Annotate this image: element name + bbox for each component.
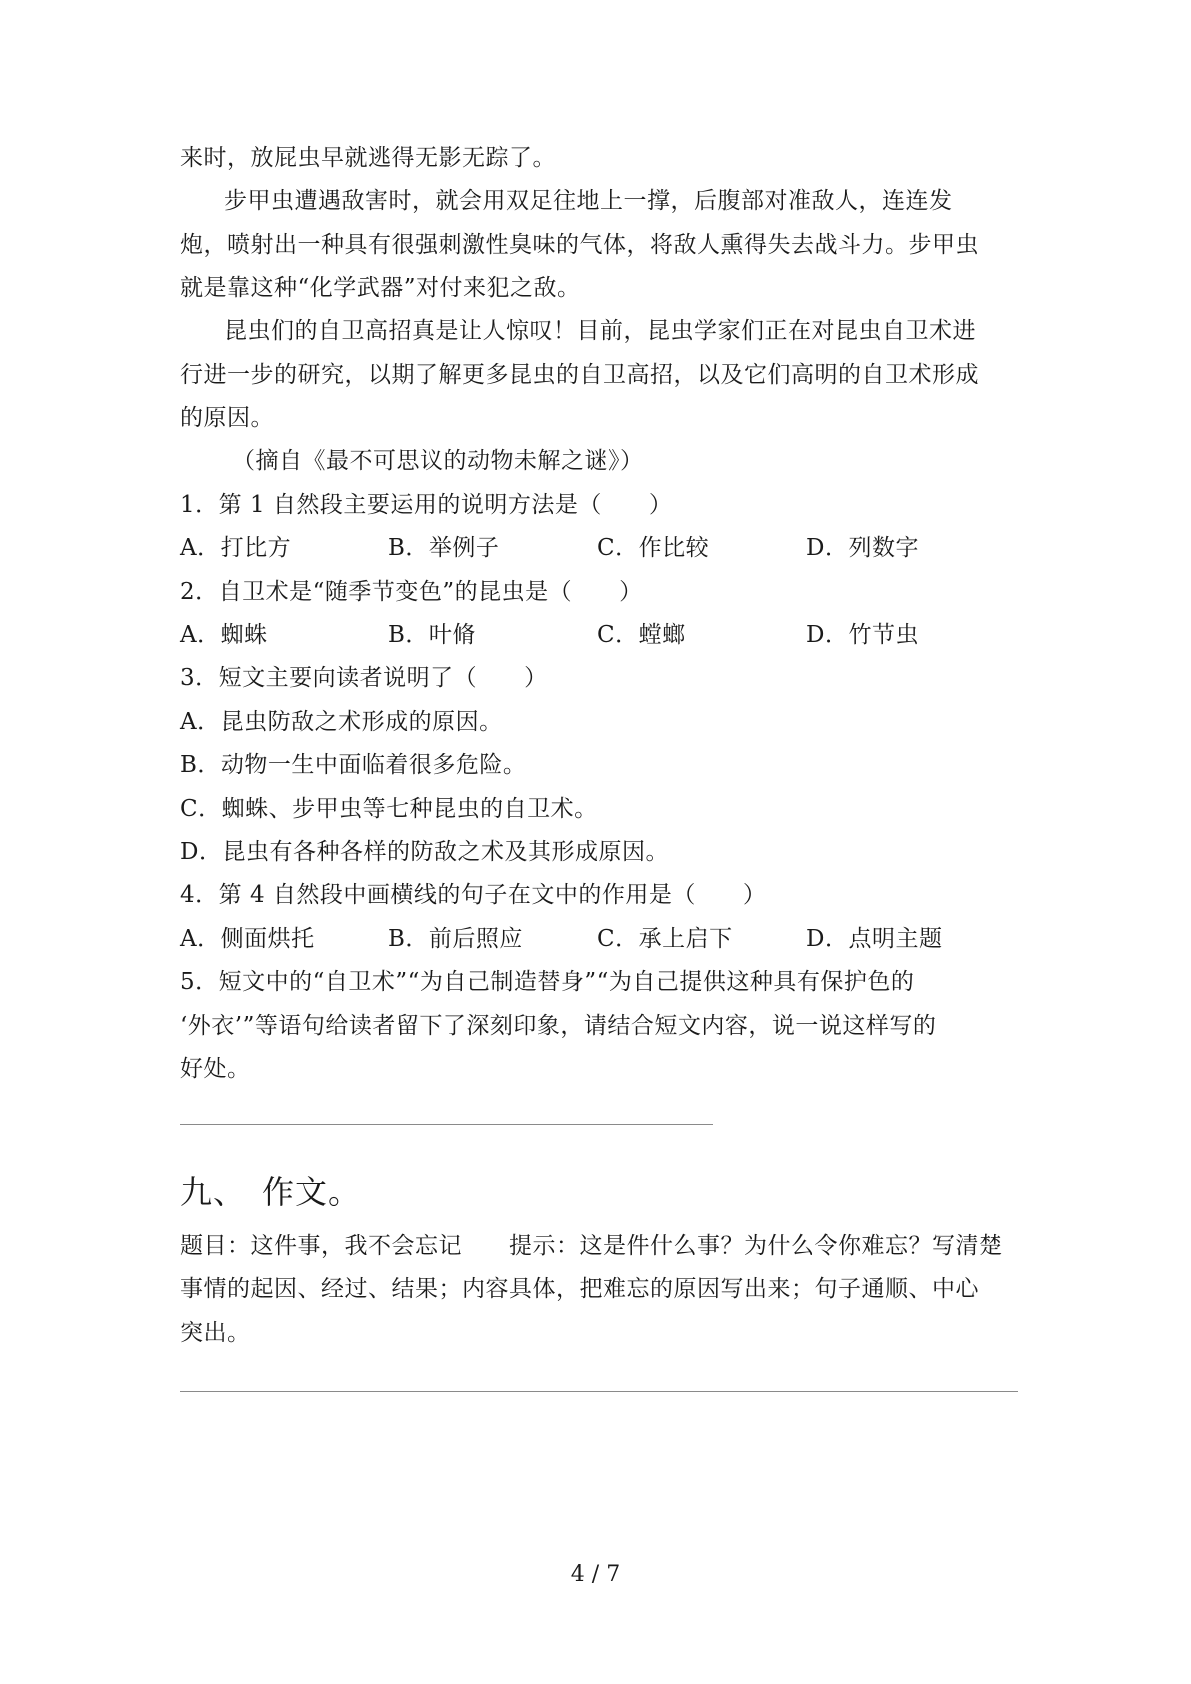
- question-3-stem: 3．短文主要向读者说明了（ ）: [180, 665, 548, 691]
- writing-line: [180, 1391, 1018, 1392]
- question-5-stem-line: 5．短文中的“自卫术”“为自己制造替身”“为自己提供这种具有保护色的: [180, 969, 915, 995]
- question-3-option-a: A．昆虫防敌之术形成的原因。: [180, 709, 503, 735]
- passage-line: 炮，喷射出一种具有很强刺激性臭味的气体，将敌人熏得失去战斗力。步甲虫: [180, 232, 979, 258]
- question-4-option-b: B．前后照应: [388, 926, 523, 952]
- question-3-option-c: C．蜘蛛、步甲虫等七种昆虫的自卫术。: [180, 796, 598, 822]
- section-title: 作文。: [262, 1173, 362, 1211]
- passage-line: 行进一步的研究，以期了解更多昆虫的自卫高招，以及它们高明的自卫术形成: [180, 362, 979, 388]
- composition-prompt-line: 突出。: [180, 1320, 251, 1346]
- passage-line: 来时，放屁虫早就逃得无影无踪了。: [180, 145, 556, 171]
- question-5-stem-line: 好处。: [180, 1056, 251, 1082]
- question-1-option-a: A．打比方: [180, 535, 292, 561]
- question-2-option-d: D．竹节虫: [806, 622, 919, 648]
- question-1-option-b: B．举例子: [388, 535, 500, 561]
- section-number: 九、: [180, 1173, 247, 1211]
- question-2-stem: 2．自卫术是“随季节变色”的昆虫是（ ）: [180, 579, 643, 605]
- composition-prompt-line: 题目：这件事，我不会忘记 提示：这是件什么事？为什么令你难忘？写清楚: [180, 1233, 1003, 1259]
- question-4-option-d: D．点明主题: [806, 926, 943, 952]
- question-3-option-b: B．动物一生中面临着很多危险。: [180, 752, 527, 778]
- page-number: 4 / 7: [570, 1562, 621, 1587]
- question-4-option-c: C．承上启下: [597, 926, 733, 952]
- passage-line: 昆虫们的自卫高招真是让人惊叹！目前，昆虫学家们正在对昆虫自卫术进: [224, 318, 976, 344]
- passage-line: 的原因。: [180, 405, 274, 431]
- question-1-option-d: D．列数字: [806, 535, 919, 561]
- composition-prompt-line: 事情的起因、经过、结果；内容具体，把难忘的原因写出来；句子通顺、中心: [180, 1276, 979, 1302]
- passage-source: （摘自《最不可思议的动物未解之谜》）: [232, 448, 644, 474]
- question-1-stem: 1．第 1 自然段主要运用的说明方法是（ ）: [180, 492, 673, 518]
- question-1-option-c: C．作比较: [597, 535, 710, 561]
- section-heading: [180, 1172, 361, 1212]
- question-2-option-c: C．螳螂: [597, 622, 686, 648]
- question-5-stem-line: ‘外衣’”等语句给读者留下了深刻印象，请结合短文内容，说一说这样写的: [180, 1013, 937, 1039]
- question-4-stem: 4．第 4 自然段中画横线的句子在文中的作用是（ ）: [180, 882, 767, 908]
- passage-line: 步甲虫遭遇敌害时，就会用双足往地上一撑，后腹部对准敌人，连连发: [224, 188, 953, 214]
- answer-line: [180, 1124, 713, 1125]
- question-4-option-a: A．侧面烘托: [180, 926, 315, 952]
- passage-line: 就是靠这种“化学武器”对付来犯之敌。: [180, 275, 581, 301]
- question-3-option-d: D．昆虫有各种各样的防敌之术及其形成原因。: [180, 839, 669, 865]
- question-2-option-b: B．叶脩: [388, 622, 476, 648]
- question-2-option-a: A．蜘蛛: [180, 622, 268, 648]
